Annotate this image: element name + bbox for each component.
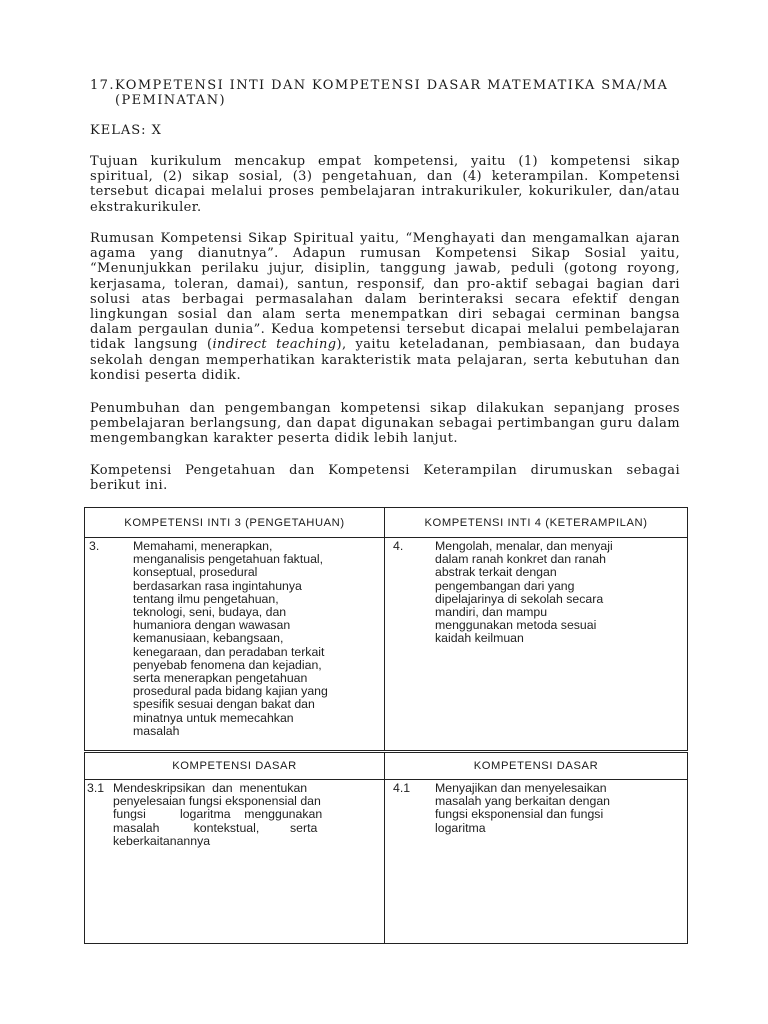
- ki3-line: penyebab fenomena dan kejadian,: [133, 657, 322, 672]
- ki3-line: menganalisis pengetahuan faktual,: [133, 552, 324, 567]
- ki3-text: [133, 540, 383, 738]
- ki4-line: dipelajarinya di sekolah secara: [435, 591, 604, 606]
- kd41-line: fungsi eksponensial dan fungsi: [435, 807, 604, 822]
- ki3-line: prosedural pada bidang kajian yang: [133, 684, 328, 699]
- ki4-line: mandiri, dan mampu: [435, 605, 548, 620]
- kd41-line: logaritma: [435, 820, 486, 835]
- kd31-cell: [85, 780, 385, 944]
- section-number: 17.: [90, 78, 115, 93]
- ki3-line: serta menerapkan pengetahuan: [133, 671, 308, 686]
- ki4-line: abstrak terkait dengan: [435, 565, 557, 580]
- kd31-line: masalah kontekstual, serta: [113, 820, 318, 835]
- ki3-line: konseptual, prosedural: [133, 565, 258, 580]
- kd31-number: 3.1: [87, 781, 105, 795]
- kd-header-right: KOMPETENSI DASAR: [385, 753, 688, 780]
- kd31-line: penyelesaian fungsi eksponensial dan: [113, 794, 321, 809]
- ki3-line: kenegaraan, dan peradaban terkait: [133, 644, 325, 659]
- ki3-line: humaniora dengan wawasan: [133, 618, 291, 633]
- ki4-line: Mengolah, menalar, dan menyaji: [435, 539, 613, 553]
- paragraph-rumusan: [90, 231, 680, 383]
- kompetensi-inti-table: [84, 507, 688, 751]
- ki3-line: spesifik sesuai dengan bakat dan: [133, 697, 315, 712]
- ki4-line: menggunakan metoda sesuai: [435, 618, 597, 633]
- paragraph-penumbuhan: Penumbuhan dan pengembangan kompetensi sikap dilakukan sepanjang proses pembelajaran berlangsung, dan dapat digunakan sebagai pertimbangan guru dalam mengembangkan karakter peserta didik lebih lanjut.: [90, 401, 680, 447]
- kompetensi-dasar-table: [84, 752, 688, 944]
- ki3-line: minatnya untuk memecahkan: [133, 710, 294, 725]
- paragraph-rumusan-text-a: Rumusan Kompetensi Sikap Spiritual yaitu, “Menghayati dan mengamalkan ajaran agama yang dianutnya”. Adapun rumusan Kompetensi Sikap Sosial yaitu, “Menunjukkan perilaku jujur, disiplin, tanggung jawab, peduli (gotong royong, kerjasama, toleran, damai), santun, responsif, dan pro-aktif sebagai bagian dari solusi atas berbagai permasalahan dalam berinteraksi secara efektif dengan lingkungan sosial dan alam serta menempatkan diri sebagai cerminan bangsa dalam pergaulan dunia”. Kedua kompetensi tersebut dicapai melalui pembelajaran tidak langsung (: [90, 231, 680, 353]
- ki4-line: dalam ranah konkret dan ranah: [435, 552, 606, 567]
- ki3-cell: [85, 538, 385, 751]
- ki3-header: KOMPETENSI INTI 3 (PENGETAHUAN): [85, 508, 385, 538]
- paragraph-tujuan: Tujuan kurikulum mencakup empat kompetensi, yaitu (1) kompetensi sikap spiritual, (2) sikap sosial, (3) pengetahuan, dan (4) keterampilan. Kompetensi tersebut dicapai melalui proses pembelajaran intrakurikuler, kokurikuler, dan/atau ekstrakurikuler.: [90, 154, 680, 215]
- kd41-number: 4.1: [393, 781, 411, 795]
- ki4-number: 4.: [393, 539, 404, 553]
- kd41-line: masalah yang berkaitan dengan: [435, 794, 611, 809]
- kd31-line: keberkaitanannya: [113, 833, 211, 848]
- kd-header-left: KOMPETENSI DASAR: [85, 753, 385, 780]
- ki3-line: berdasarkan rasa ingintahunya: [133, 578, 302, 593]
- ki3-line: kemanusiaan, kebangsaan,: [133, 631, 284, 646]
- paragraph-rumusan-italic: indirect teaching: [212, 337, 337, 353]
- ki4-line: pengembangan dari yang: [435, 578, 575, 593]
- ki3-line: tentang ilmu pengetahuan,: [133, 591, 279, 606]
- kd41-cell: [385, 780, 688, 944]
- kd31-text: [113, 782, 379, 848]
- ki4-cell: [385, 538, 688, 751]
- ki3-number: 3.: [89, 539, 100, 553]
- kelas-label: KELAS: X: [90, 123, 162, 138]
- kd41-line: Menyajikan dan menyelesaikan: [435, 781, 607, 795]
- ki3-line: masalah: [133, 723, 180, 738]
- ki3-line: teknologi, seni, budaya, dan: [133, 605, 287, 620]
- ki3-line: Memahami, menerapkan,: [133, 539, 273, 553]
- ki4-line: kaidah keilmuan: [435, 631, 524, 646]
- kd31-line: fungsi logaritma menggunakan: [113, 807, 323, 822]
- paragraph-rumusan-text-b: ), yaitu keteladanan, pembiasaan, dan budaya sekolah dengan memperhatikan karakteristik mata pelajaran, serta kebutuhan dan kondisi peserta didik.: [90, 337, 681, 383]
- ki4-header: KOMPETENSI INTI 4 (KETERAMPILAN): [385, 508, 688, 538]
- paragraph-kompetensi: Kompetensi Pengetahuan dan Kompetensi Keterampilan dirumuskan sebagai berikut ini.: [90, 463, 680, 494]
- ki4-text: [435, 540, 685, 646]
- section-title: KOMPETENSI INTI DAN KOMPETENSI DASAR MATEMATIKA SMA/MA (PEMINATAN): [115, 78, 669, 109]
- kd41-text: [435, 782, 685, 835]
- kd31-line: Mendeskripsikan dan menentukan: [113, 781, 308, 795]
